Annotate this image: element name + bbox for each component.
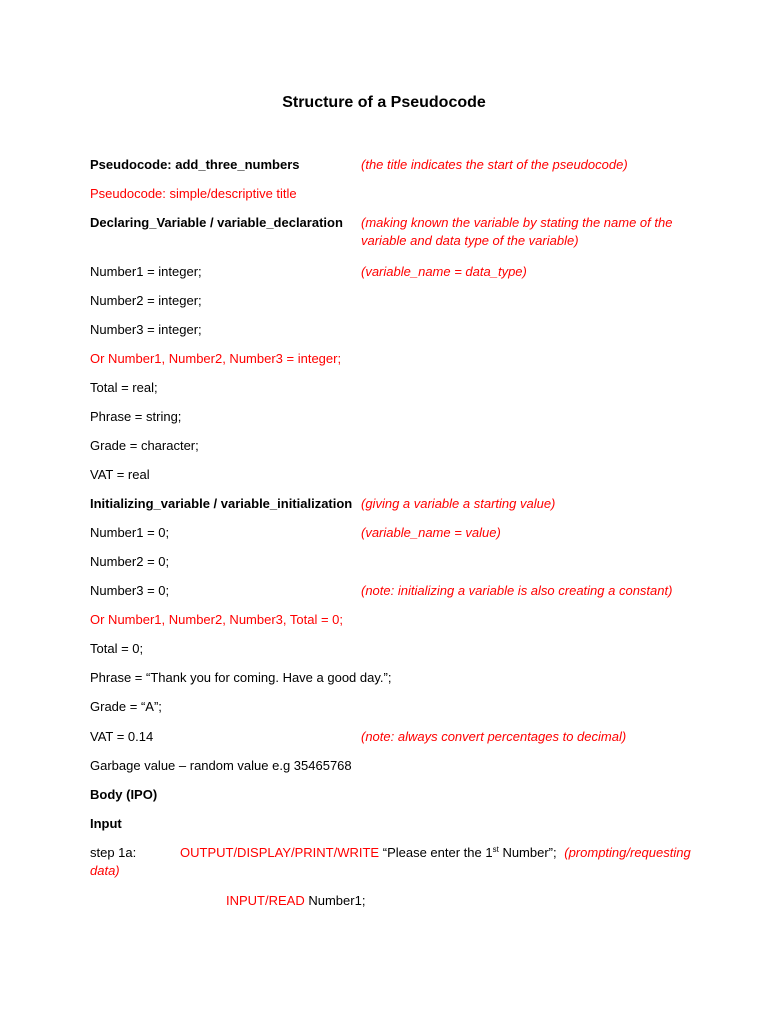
number1-declaration: Number1 = integer;: [90, 264, 202, 279]
input-statement: [226, 892, 365, 910]
or-initialization: Or Number1, Number2, Number3, Total = 0;: [90, 612, 344, 627]
total-initialization: Total = 0;: [90, 641, 144, 656]
constant-note: (note: initializing a variable is also creating a constant): [361, 583, 673, 598]
number1-initialization: Number1 = 0;: [90, 525, 170, 540]
grade-initialization: Grade = “A”;: [90, 699, 162, 714]
input-variable: Number1;: [304, 893, 366, 908]
pseudocode-title-line: Pseudocode: add_three_numbers: [90, 157, 300, 172]
body-heading: Body (IPO): [90, 787, 158, 802]
step-1a-label: step 1a:: [90, 845, 137, 860]
vat-initialization: VAT = 0.14: [90, 729, 154, 744]
number2-declaration: Number2 = integer;: [90, 293, 202, 308]
prompt-note-continued: data): [90, 863, 120, 878]
input-heading: Input: [90, 816, 122, 831]
step-1a-statement: [180, 844, 691, 862]
declaration-note: (making known the variable by stating the name of the variable and data type of the variable): [361, 215, 673, 248]
garbage-value-line: Garbage value – random value e.g 35465768: [90, 758, 352, 773]
vat-declaration: VAT = real: [90, 467, 150, 482]
initialization-note: (giving a variable a starting value): [361, 496, 556, 511]
total-declaration: Total = real;: [90, 380, 158, 395]
page-title: Structure of a Pseudocode: [282, 94, 486, 111]
input-keyword: INPUT/READ: [226, 893, 305, 908]
phrase-declaration: Phrase = string;: [90, 409, 182, 424]
declaration-format-note: (variable_name = data_type): [361, 264, 527, 279]
initialization-format-note: (variable_name = value): [361, 525, 501, 540]
number3-initialization: Number3 = 0;: [90, 583, 170, 598]
or-declaration: Or Number1, Number2, Number3 = integer;: [90, 351, 342, 366]
prompt-text-start: “Please enter the 1: [382, 845, 493, 860]
vat-note: (note: always convert percentages to decimal): [361, 729, 627, 744]
output-keyword: OUTPUT/DISPLAY/PRINT/WRITE: [180, 845, 380, 860]
declaring-heading: Declaring_Variable / variable_declaration: [90, 215, 343, 230]
prompt-text-end: Number”;: [498, 845, 557, 860]
number2-initialization: Number2 = 0;: [90, 554, 170, 569]
number3-declaration: Number3 = integer;: [90, 322, 202, 337]
phrase-initialization: Phrase = “Thank you for coming. Have a good day.”;: [90, 670, 392, 685]
initializing-heading: Initializing_variable / variable_initialization: [90, 496, 353, 511]
grade-declaration: Grade = character;: [90, 438, 199, 453]
title-note: (the title indicates the start of the pseudocode): [361, 157, 628, 172]
prompt-superscript: st: [492, 845, 499, 854]
pseudocode-generic-line: Pseudocode: simple/descriptive title: [90, 186, 297, 201]
prompt-note: (prompting/requesting: [564, 845, 691, 860]
